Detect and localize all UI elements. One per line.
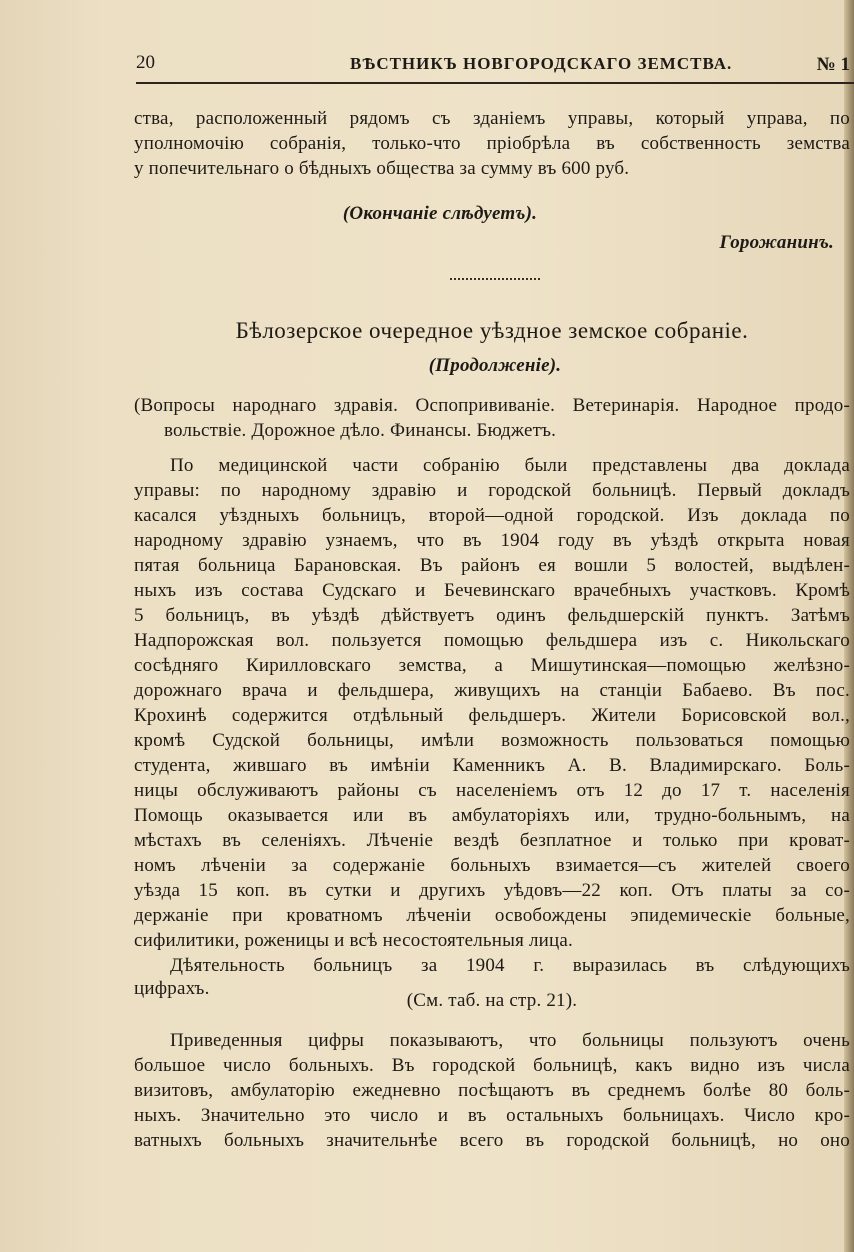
body-line: управы: по народному здравію и городской больницѣ. Первый докладъ [134, 480, 850, 501]
text-line: у попечительнаго о бѣдныхъ общества за сумму въ 600 руб. [134, 158, 630, 179]
body-line: ватныхъ больныхъ значительнѣе всего въ городской больницѣ, но оно [134, 1130, 850, 1151]
text-line: ства, расположенный рядомъ съ зданіемъ управы, который управа, по [134, 108, 850, 129]
body-line: большое число больныхъ. Въ городской больницѣ, какъ видно изъ числа [134, 1055, 850, 1076]
body-line: цифрахъ. [134, 978, 210, 999]
body-line: студента, жившаго въ имѣніи Каменникъ А. В. Владимирскаго. Боль- [134, 755, 850, 776]
text-line: уполномочію собранія, только-что пріобрѣла въ собственность земства [134, 133, 850, 154]
body-line: ныхъ изъ состава Судскаго и Бечевинскаго врачебныхъ участковъ. Кромѣ [134, 580, 850, 601]
section-divider [450, 270, 540, 280]
issue-number: № 1 [816, 54, 850, 75]
body-line: визитовъ, амбулаторію ежедневно посѣщаютъ въ среднемъ болѣе 80 боль- [134, 1080, 850, 1101]
summary-line: вольствіе. Дорожное дѣло. Финансы. Бюджетъ. [164, 420, 557, 441]
body-line: мѣстахъ въ селеніяхъ. Лѣченіе вездѣ безплатное и только при кроват- [134, 830, 850, 851]
body-line: сосѣдняго Кирилловскаго земства, а Мишутинская—помощью желѣзно- [134, 655, 850, 676]
body-line: держаніе при кроватномъ лѣченіи освобождены эпидемическіе больные, [134, 905, 850, 926]
body-line: Помощь оказывается или въ амбулаторіяхъ или, трудно-больнымъ, на [134, 805, 850, 826]
body-line: уѣзда 15 коп. въ сутки и другихъ уѣдовъ—22 коп. Отъ платы за со- [134, 880, 850, 901]
article-title: Бѣлозерское очередное уѣздное земское собраніе. [235, 318, 749, 343]
body-line: кромѣ Судской больницы, имѣли возможность пользоваться помощью [134, 730, 850, 751]
body-line: По медицинской части собранію были представлены два доклада [170, 455, 850, 476]
author-signature: Горожанинъ. [719, 232, 834, 253]
body-line: Приведенныя цифры показываютъ, что больницы пользуютъ очень [170, 1030, 850, 1051]
page-number: 20 [136, 52, 155, 73]
body-line: ницы обслуживаютъ районы съ населеніемъ отъ 12 до 17 т. населенія [134, 780, 850, 801]
body-line: народному здравію узнаемъ, что въ 1904 году въ уѣздѣ открыта новая [134, 530, 850, 551]
body-line: Дѣятельность больницъ за 1904 г. выразилась въ слѣдующихъ [170, 955, 850, 976]
body-line: дорожнаго врача и фельдшера, живущихъ на станціи Бабаево. Въ пос. [134, 680, 850, 701]
body-line: касался уѣздныхъ больницъ, второй—одной городской. Изъ доклада по [134, 505, 850, 526]
article-subtitle: (Продолженіе). [428, 355, 562, 376]
body-line: пятая больница Барановская. Въ районъ ея вошли 5 волостей, выдѣлен- [134, 555, 850, 576]
continuation-note: (Окончаніе слѣдуетъ). [342, 203, 538, 224]
body-line: 5 больницъ, въ уѣздѣ дѣйствуетъ одинъ фельдшерскій пунктъ. Затѣмъ [134, 605, 850, 626]
running-header [136, 52, 854, 84]
body-line: Крохинѣ содержится отдѣльный фельдшеръ. Жители Борисовской вол., [134, 705, 850, 726]
body-line: ныхъ. Значительно это число и въ остальныхъ больницахъ. Число кро- [134, 1105, 850, 1126]
body-line: сифилитики, роженицы и всѣ несостоятельныя лица. [134, 930, 573, 951]
body-line: Надпорожская вол. пользуется помощью фельдшера изъ с. Никольскаго [134, 630, 850, 651]
body-line: номъ лѣченіи за содержаніе больныхъ взимается—съ жителей своего [134, 855, 850, 876]
summary-line: (Вопросы народнаго здравія. Оспопрививаніе. Ветеринарія. Народное продо- [134, 395, 850, 416]
journal-title: ВѢСТНИКЪ НОВГОРОДСКАГО ЗЕМСТВА. [350, 54, 733, 73]
table-reference: (См. таб. на стр. 21). [406, 990, 578, 1011]
